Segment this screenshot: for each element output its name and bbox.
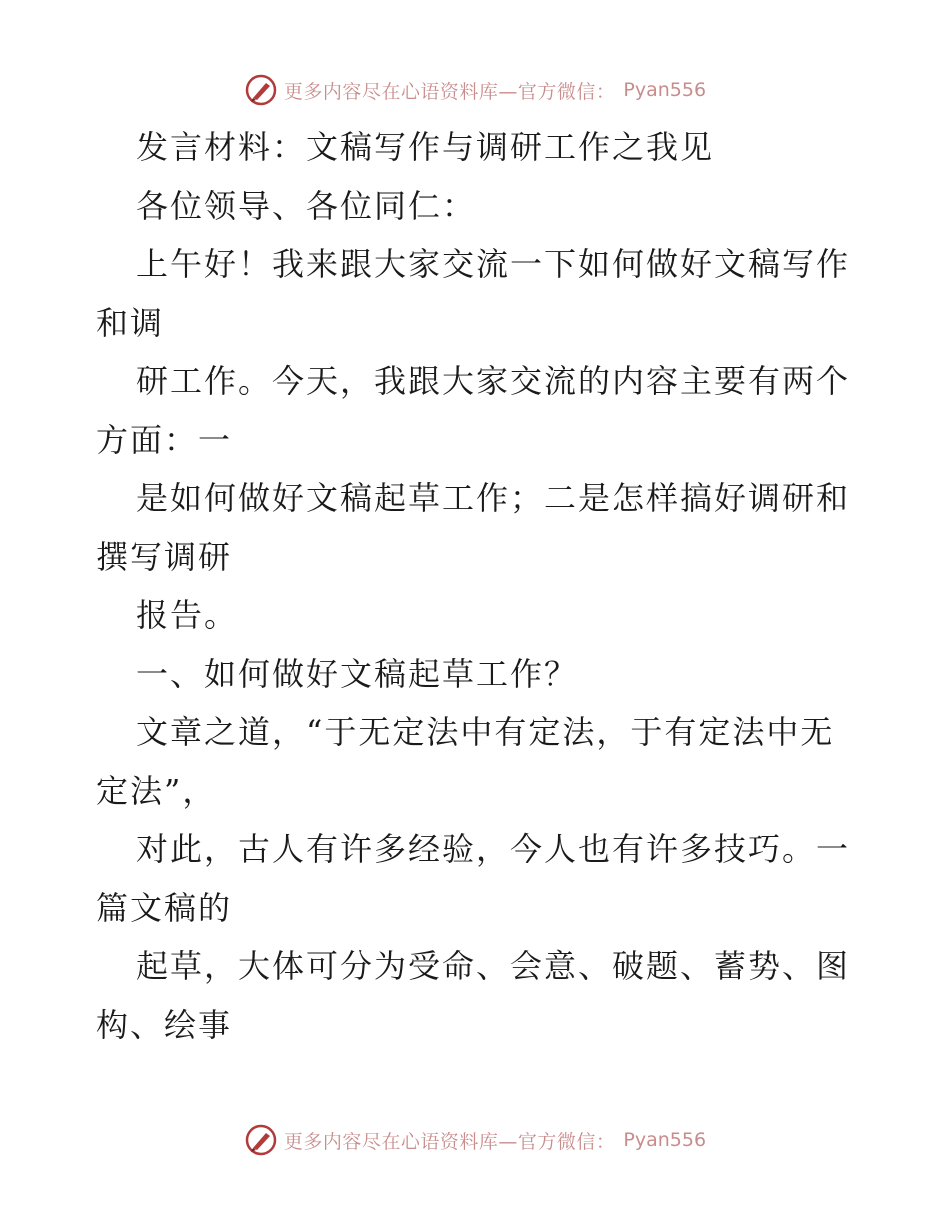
paragraph-line: 篇文稿的 <box>96 888 233 927</box>
pen-logo-icon <box>244 1123 278 1157</box>
document-body <box>96 118 856 1054</box>
paragraph-line: 起草，大体可分为受命、会意、破题、蓄势、图 <box>136 947 851 985</box>
paragraph-line: 报告。 <box>136 596 239 634</box>
paragraph-line: 上午好！我来跟大家交流一下如何做好文稿写作 <box>136 245 851 283</box>
watermark-text: 更多内容尽在心语资料库—官方微信： <box>283 80 616 103</box>
paragraph-line: 是如何做好文稿起草工作；二是怎样搞好调研和 <box>136 479 851 517</box>
paragraph-line: 对此，古人有许多经验，今人也有许多技巧。一 <box>136 830 851 868</box>
paragraph-line: 和调 <box>96 303 165 342</box>
document-title: 发言材料：文稿写作与调研工作之我见 <box>136 128 715 166</box>
paragraph-line: 构、绘事 <box>96 1005 233 1044</box>
paragraph-line: 研工作。今天，我跟大家交流的内容主要有两个 <box>136 362 851 400</box>
paragraph-line: 撰写调研 <box>96 537 233 576</box>
footer-watermark <box>0 1120 950 1160</box>
watermark-handle: Pyan556 <box>623 79 707 101</box>
header-watermark <box>0 70 950 110</box>
section-heading: 一、如何做好文稿起草工作？ <box>136 654 579 693</box>
salutation: 各位领导、各位同仁： <box>136 186 477 225</box>
paragraph-line: 定法”， <box>96 771 217 810</box>
watermark-handle: Pyan556 <box>623 1129 707 1151</box>
watermark-text: 更多内容尽在心语资料库—官方微信： <box>283 1130 616 1153</box>
paragraph-line: 方面：一 <box>96 420 233 459</box>
pen-logo-icon <box>244 73 278 107</box>
paragraph-line: 文章之道，“于无定法中有定法，于有定法中无 <box>136 713 835 751</box>
